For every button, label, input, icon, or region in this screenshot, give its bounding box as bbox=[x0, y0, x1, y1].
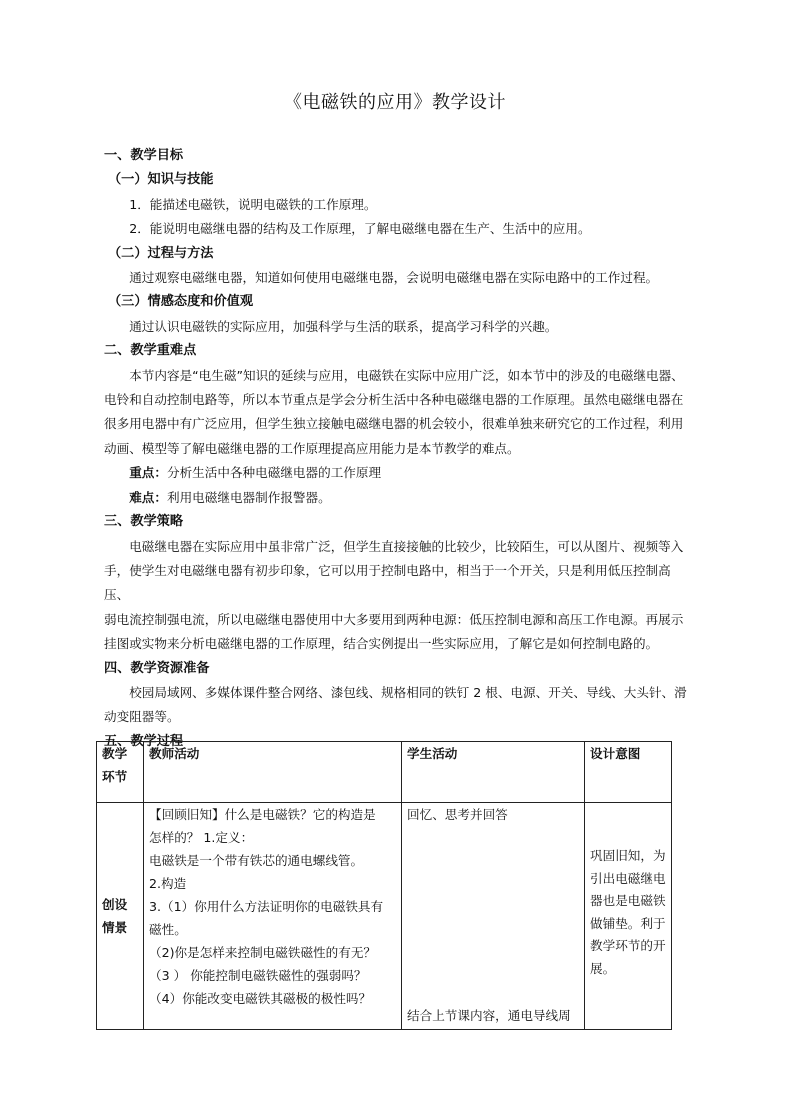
student-activity-top: 回忆、思考并回答 bbox=[407, 807, 508, 822]
design-intent-cell bbox=[585, 803, 672, 1030]
design-intent-text bbox=[590, 803, 666, 980]
difficult-point-label: 难点： bbox=[129, 489, 167, 505]
table-row bbox=[97, 803, 672, 1030]
strategy-line-1: 电磁继电器在实际应用中虽非常广泛，但学生直接接触的比较少，比较陌生，可以从图片、视频等入 bbox=[129, 538, 684, 554]
teacher-line-7: （2)你是怎样来控制电磁铁磁性的有无？ bbox=[149, 945, 377, 960]
teacher-activity-cell bbox=[144, 803, 402, 1030]
attitude-text: 通过认识电磁铁的实际应用，加强科学与生活的联系，提高学习科学的兴趣。 bbox=[129, 318, 558, 334]
intent-line-5: 教学环节的开 bbox=[590, 938, 666, 953]
section-heading-objectives: 一、教学目标 bbox=[104, 148, 184, 163]
stage-line-2: 情景 bbox=[102, 920, 128, 935]
teacher-line-2: 怎样的？ 1.定义： bbox=[149, 830, 254, 845]
teacher-line-1: 【回顾旧知】什么是电磁铁？它的构造是 bbox=[149, 807, 376, 822]
section-heading-strategy: 三、教学策略 bbox=[104, 514, 184, 530]
teacher-line-8: （3 ） 你能控制电磁铁磁性的强弱吗？ bbox=[149, 968, 367, 983]
teacher-line-3: 电磁铁是一个带有铁芯的通电螺线管。 bbox=[149, 853, 364, 868]
document-title: 《电磁铁的应用》教学设计 bbox=[284, 92, 506, 113]
section-heading-key-points: 二、教学重难点 bbox=[104, 343, 197, 359]
subheading-knowledge: （一）知识与技能 bbox=[108, 172, 214, 188]
teaching-process-table bbox=[96, 741, 672, 1030]
key-point-label: 重点： bbox=[129, 465, 167, 481]
key-point-text: 分析生活中各种电磁继电器的工作原理 bbox=[166, 465, 382, 481]
intent-line-1: 巩固旧知，为 bbox=[590, 848, 666, 863]
keypoints-line-4: 动画、模型等了解电磁继电器的工作原理提高应用能力是本节教学的难点。 bbox=[104, 440, 520, 456]
keypoints-line-3: 很多用电器中有广泛应用，但学生独立接触电磁继电器的机会较小，很难单独来研究它的工作过程，利用 bbox=[104, 416, 684, 432]
resources-line-2: 动变阻器等。 bbox=[104, 709, 180, 725]
document-body bbox=[104, 144, 690, 754]
keypoints-line-1: 本节内容是“电生磁”知识的延续与应用，电磁铁在实际中应用广泛，如本节中的涉及的电磁继电器、 bbox=[129, 367, 684, 383]
section-heading-process: 五、教学过程 bbox=[104, 733, 184, 749]
intent-line-6: 展。 bbox=[590, 960, 616, 976]
strategy-line-3: 弱电流控制强电流，所以电磁继电器使用中大多要用到两种电源：低压控制电源和高压工作电源。再展示 bbox=[104, 611, 684, 627]
teacher-line-5: 3.（1）你用什么方法证明你的电磁铁具有 bbox=[149, 899, 384, 914]
subheading-attitude: （三）情感态度和价值观 bbox=[108, 294, 254, 310]
teacher-line-9: （4）你能改变电磁铁其磁极的极性吗？ bbox=[149, 991, 372, 1006]
difficult-point bbox=[104, 486, 690, 510]
header-stage bbox=[97, 742, 144, 803]
header-stage-line-1: 教学 bbox=[102, 746, 128, 761]
stage-line-1: 创设 bbox=[102, 897, 128, 912]
header-teacher: 教师活动 bbox=[144, 742, 402, 803]
strategy-line-2: 手，使学生对电磁继电器有初步印象，它可以用于控制电路中，相当于一个开关，只是利用低压控制高压、 bbox=[104, 562, 671, 603]
stage-cell bbox=[97, 803, 144, 1030]
section-heading-resources: 四、教学资源准备 bbox=[104, 660, 210, 676]
student-activity-cell bbox=[402, 803, 585, 1030]
header-intent: 设计意图 bbox=[585, 742, 672, 803]
difficult-point-text: 利用电磁继电器制作报警器。 bbox=[166, 489, 331, 505]
key-point bbox=[104, 461, 690, 485]
keypoints-line-2: 电铃和自动控制电路等，所以本节重点是学会分析生活中各种电磁继电器的工作原理。虽然电磁继电器在 bbox=[104, 392, 684, 408]
teacher-line-4: 2.构造 bbox=[149, 876, 187, 891]
subheading-process: （二）过程与方法 bbox=[108, 245, 214, 261]
header-stage-line-2: 环节 bbox=[102, 769, 128, 784]
process-text: 通过观察电磁继电器，知道如何使用电磁继电器，会说明电磁继电器在实际电路中的工作过程。 bbox=[129, 270, 659, 286]
intent-line-3: 器也是电磁铁 bbox=[590, 893, 666, 908]
objective-item-1: 1．能描述电磁铁，说明电磁铁的工作原理。 bbox=[129, 196, 377, 212]
intent-line-2: 引出电磁继电 bbox=[590, 870, 666, 886]
table-header-row bbox=[97, 742, 672, 803]
header-student: 学生活动 bbox=[402, 742, 585, 803]
teacher-line-6: 磁性。 bbox=[149, 922, 187, 937]
resources-line-1: 校园局域网、多媒体课件整合网络、漆包线、规格相同的铁钉 2 根、电源、开关、导线、大头针、滑 bbox=[129, 684, 687, 700]
objective-item-2: 2．能说明电磁继电器的结构及工作原理，了解电磁继电器在生产、生活中的应用。 bbox=[129, 221, 591, 237]
strategy-line-4: 挂图或实物来分析电磁继电器的工作原理，结合实例提出一些实际应用，了解它是如何控制电路的。 bbox=[104, 636, 659, 652]
intent-line-4: 做铺垫。利于 bbox=[590, 915, 666, 931]
student-activity-bottom: 结合上节课内容，通电导线周 bbox=[407, 1008, 571, 1023]
